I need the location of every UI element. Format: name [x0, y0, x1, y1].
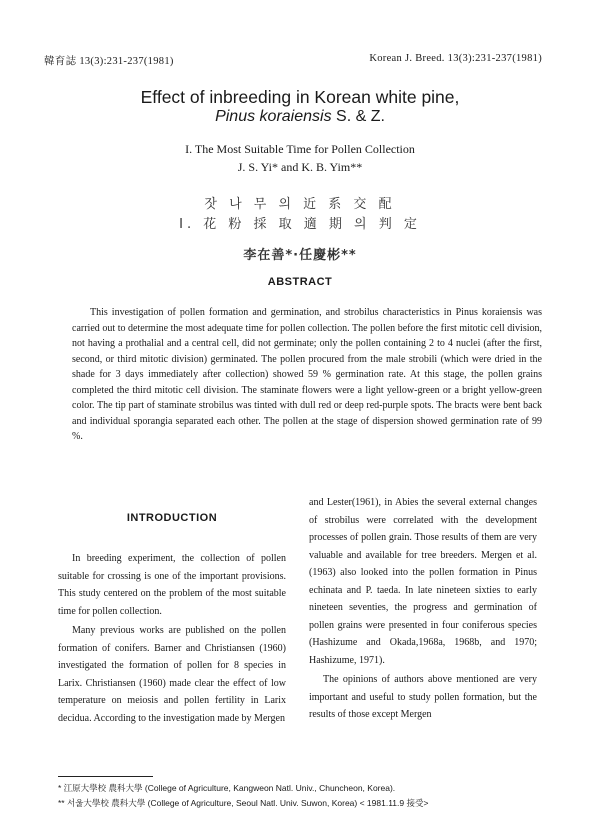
running-header-english: Korean J. Breed. 13(3):231-237(1981): [369, 53, 542, 64]
korean-title-line1: 잣 나 무 의 近 系 交 配: [204, 197, 396, 212]
running-header-korean: 韓育誌 13(3):231-237(1981): [44, 56, 174, 67]
left-column: [58, 550, 286, 729]
intro-paragraph-3: and Lester(1961), in Abies the several external changes of strobilus were correlated with the development processes of pollen grain. Those results of them are very valuable and available for tree breeders. Mergen et al.(1963) also looked into the pollen formation in Pinus echinata and P. taeda. In late nineteen sixties to early nineteen seventies, the progress and germination of pollen grains were presented in four coniferous species (Hashizume and Okada,1968a, 1968b, and 1970; Hashizume, 1971).: [309, 497, 537, 666]
intro-paragraph-4: The opinions of authors above mentioned are very important and useful to study pollen formation, but the results of those except Mergen: [309, 674, 537, 720]
species-author: S. & Z.: [331, 108, 385, 125]
authors-english: J. S. Yi* and K. B. Yim**: [237, 160, 363, 174]
paper-title-line2: [0, 108, 600, 126]
authors-korean: 李在善*·任慶彬**: [243, 248, 357, 263]
footnote-divider: [58, 776, 153, 777]
right-column: [309, 494, 537, 726]
abstract-heading: ABSTRACT: [267, 276, 333, 288]
introduction-heading: INTRODUCTION: [126, 512, 218, 524]
intro-paragraph-1: In breeding experiment, the collection of pollen suitable for crossing is one of the important provisions. This study centered on the problem of the most suitable time for pollen collection.: [58, 553, 286, 617]
abstract-body: [72, 305, 542, 445]
paper-title-line1: Effect of inbreeding in Korean white pine,: [140, 87, 460, 107]
paper-subtitle: I. The Most Suitable Time for Pollen Collection: [185, 142, 415, 156]
footnote-1: * 江原大學校 農科大學 (College of Agriculture, Kangweon Natl. Univ., Chuncheon, Korea).: [58, 783, 396, 793]
footnote-2: ** 서울大學校 農科大學 (College of Agriculture, Seoul Natl. Univ. Suwon, Korea) < 1981.11.9 接受>: [58, 798, 429, 808]
species-name: Pinus koraiensis: [215, 108, 332, 125]
korean-title-line2: I. 花 粉 採 取 適 期 의 判 定: [179, 217, 421, 232]
intro-paragraph-2: Many previous works are published on the pollen formation of conifers. Barner and Christiansen (1960) investigated the formation of pollen for 8 species in Larix. Christiansen (1960) made clear the effect of low temperature on meiosis and pollen fertility in Larix decidua. According to the investigation made by Mergen: [58, 625, 286, 724]
abstract-text: This investigation of pollen formation and germination, and strobilus characteristics in Pinus koraiensis was carried out to determine the most adequate time for pollen collection. The pollen before the first mitotic cell division, not having a prothalial and a central cell, did not germinate; only the pollen containing 2 to 4 nuclei (after the first, second, or third mitotic division) germinated. The pollen procured from the male strobili (which were dried in the shade for 3 days immediately after collection) showed 59 % germination rate. At this stage, the pollen grains completed the third mitotic cell division. The staminate flowers were a light yellow-green or a bright yellow-green color. The tip part of staminate strobilus was tinted with dull red or deep red-purple spots. The bracts were bent back and individual sporangia separated each other. The pollen at the stage of dispersion showed germination rate of 99 %.: [72, 307, 542, 442]
